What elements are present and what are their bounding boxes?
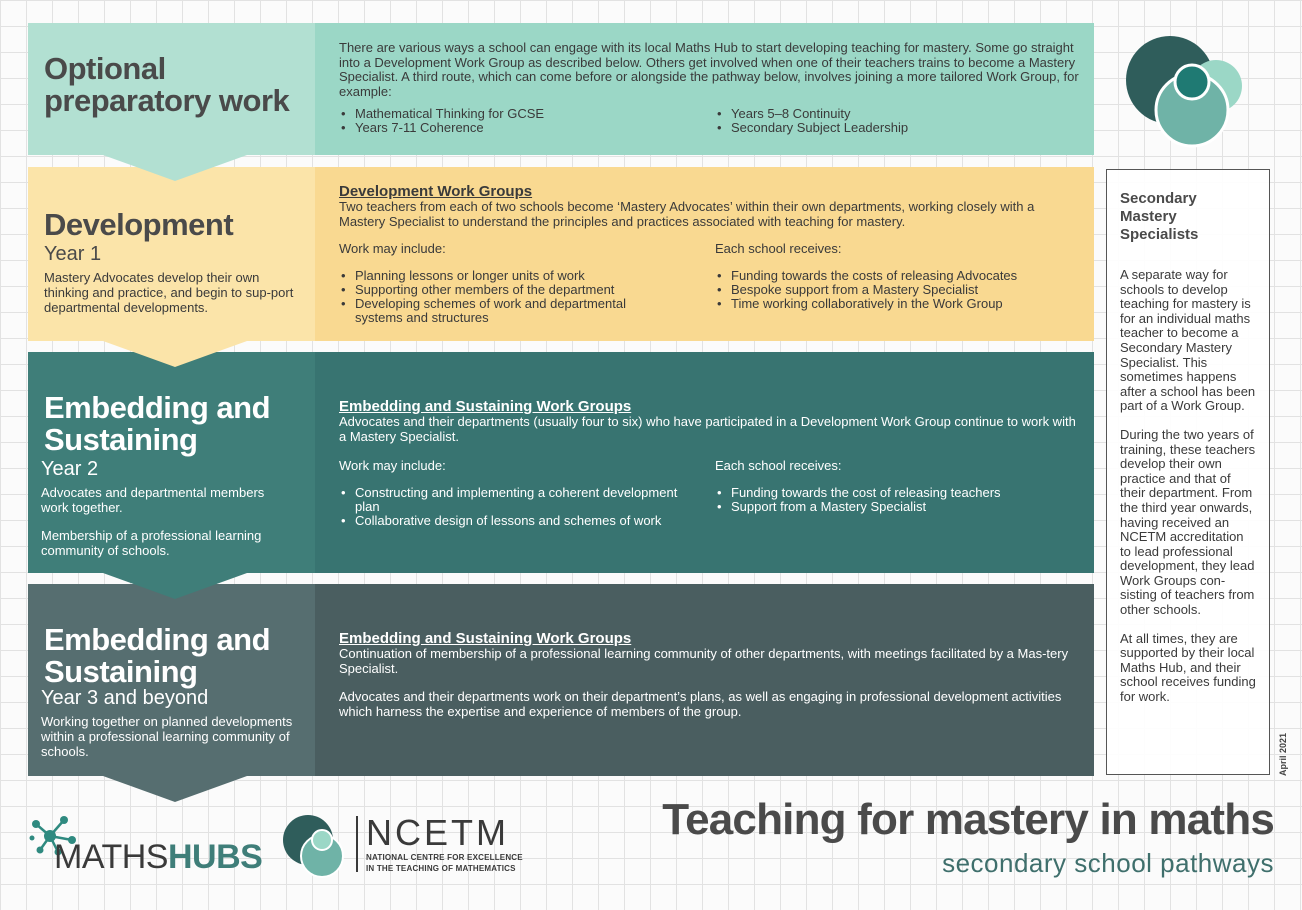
examples-column-2 (715, 107, 1070, 135)
work-includes-column (339, 459, 694, 528)
work-group-info (339, 630, 1079, 719)
column-heading: Each school receives: (715, 241, 842, 256)
list-item: • Secondary Subject Leadership (715, 121, 1070, 135)
list-item: • Funding towards the cost of releasing teachers (715, 486, 1070, 500)
stage-label-panel (28, 584, 315, 776)
work-group-paragraph-1: Continuation of membership of a professional learning community of other departments, with meetings facilitated by a Mas-tery Specialist. (339, 646, 1069, 676)
stage-description: Mastery Advocates develop their own thinking and practice, and begin to sup-port departmental developments. (44, 270, 294, 315)
list-item: • Developing schemes of work and departmental systems and structures (339, 297, 659, 325)
stage-year: Year 3 and beyond (41, 687, 209, 709)
panel-paragraph-1: A separate way for schools to develop teaching for mastery is for an individual maths teacher to become a Secondary Mastery Specialist. This sometimes happens after a school has been part of a Work Group. (1120, 267, 1256, 414)
work-group-info (339, 398, 1079, 444)
stage-embedding-year3 (28, 584, 1094, 776)
stage-development (28, 167, 1094, 341)
list-item: • Time working collaboratively in the Work Group (715, 297, 1070, 311)
stage-optional-preparatory (28, 23, 1094, 155)
stage-description: Advocates and departmental members work together. (41, 485, 265, 515)
panel-title: Secondary Mastery Specialists (1120, 190, 1199, 243)
logo-divider (356, 816, 358, 872)
column-heading: Each school receives: (715, 458, 842, 473)
work-group-title: Embedding and Sustaining Work Groups (339, 630, 632, 647)
stage-label-panel (28, 167, 315, 341)
date-label: April 2021 (1278, 732, 1288, 776)
stage-content-panel (315, 23, 1094, 155)
stage-year: Year 2 (41, 458, 99, 480)
list-item: • Funding towards the costs of releasing Advocates (715, 269, 1070, 283)
chevron-down-icon (103, 573, 247, 599)
work-group-title: Embedding and Sustaining Work Groups (339, 398, 632, 415)
work-includes-column (339, 242, 694, 325)
stage-content-panel (315, 352, 1094, 573)
panel-paragraph-3: At all times, they are supported by their local Maths Hub, and their school receives funding for work. (1120, 630, 1256, 705)
work-group-paragraph-2: Advocates and their departments work on their department’s plans, as well as engaging in professional development activities which harness the expertise and experience of members of the group. (339, 689, 1062, 719)
stage-title: Embedding and Sustaining (44, 622, 270, 689)
chevron-down-icon (103, 776, 247, 802)
stage-title: Optional preparatory work (44, 51, 290, 118)
list-item: • Bespoke support from a Mastery Specialist (715, 283, 1070, 297)
stage-title: Development (44, 207, 234, 242)
stage-description-2: Membership of a professional learning community of schools. (41, 528, 262, 558)
chevron-down-icon (103, 341, 247, 367)
list-item: • Years 7-11 Coherence (339, 121, 694, 135)
panel-paragraph-2: During the two years of training, these teachers develop their own practice and that of their department. From the third year onwards, having received an NCETM accreditation to lead professional development, they lead Work Groups con-sisting of teachers from other schools. (1120, 426, 1256, 618)
column-heading: Work may include: (339, 241, 446, 256)
maths-hubs-logo: MATHSHUBS (54, 838, 263, 876)
main-title: Teaching for mastery in maths (662, 795, 1274, 844)
list-item: • Collaborative design of lessons and schemes of work (339, 514, 694, 528)
list-item: • Planning lessons or longer units of work (339, 269, 694, 283)
examples-column-1 (339, 107, 694, 135)
ncetm-circles-logo-icon (282, 812, 352, 878)
stage-embedding-year2 (28, 352, 1094, 573)
work-group-intro: Advocates and their departments (usually four to six) who have participated in a Development Work Group continue to work with a Mastery Specialist. (339, 414, 1076, 444)
stage-year: Year 1 (44, 243, 102, 265)
stage-content-panel (315, 167, 1094, 341)
work-group-intro: Two teachers from each of two schools become ‘Mastery Advocates’ within their own departments, working closely with a Mastery Specialist to understand the principles and practices associated with teaching for mastery. (339, 199, 1035, 229)
stage-description: Working together on planned developments within a professional learning community of schools. (41, 714, 293, 759)
list-item: • Constructing and implementing a coherent development plan (339, 486, 679, 514)
ncetm-logo-subtitle: NATIONAL CENTRE FOR EXCELLENCE IN THE TEACHING OF MATHEMATICS (366, 853, 523, 873)
circles-logo-icon (1124, 34, 1246, 148)
chevron-down-icon (103, 155, 247, 181)
stage-intro: There are various ways a school can engage with its local Maths Hub to start developing teaching for mastery. Some go straight into a Development Work Group as described below. Others get involved when one of their teachers trains to become a Mastery Specialist. A third route, which can come before or alongside the pathway below, involves joining a more tailored Work Group, for example: (339, 40, 1079, 99)
list-item: • Years 5–8 Continuity (715, 107, 1070, 121)
ncetm-logo-text: NCETM (366, 812, 509, 853)
school-receives-column (715, 459, 1070, 514)
school-receives-column (715, 242, 1070, 311)
work-group-info (339, 183, 1079, 229)
stage-label-panel (28, 352, 315, 573)
stage-content-panel (315, 584, 1094, 776)
sub-title: secondary school pathways (942, 848, 1274, 878)
stage-title: Embedding and Sustaining (44, 390, 270, 457)
work-group-title: Development Work Groups (339, 183, 533, 200)
list-item: • Support from a Mastery Specialist (715, 500, 1070, 514)
column-heading: Work may include: (339, 458, 446, 473)
list-item: • Mathematical Thinking for GCSE (339, 107, 694, 121)
secondary-mastery-specialists-panel (1106, 169, 1270, 775)
list-item: • Supporting other members of the department (339, 283, 694, 297)
stage-label-panel (28, 23, 315, 155)
